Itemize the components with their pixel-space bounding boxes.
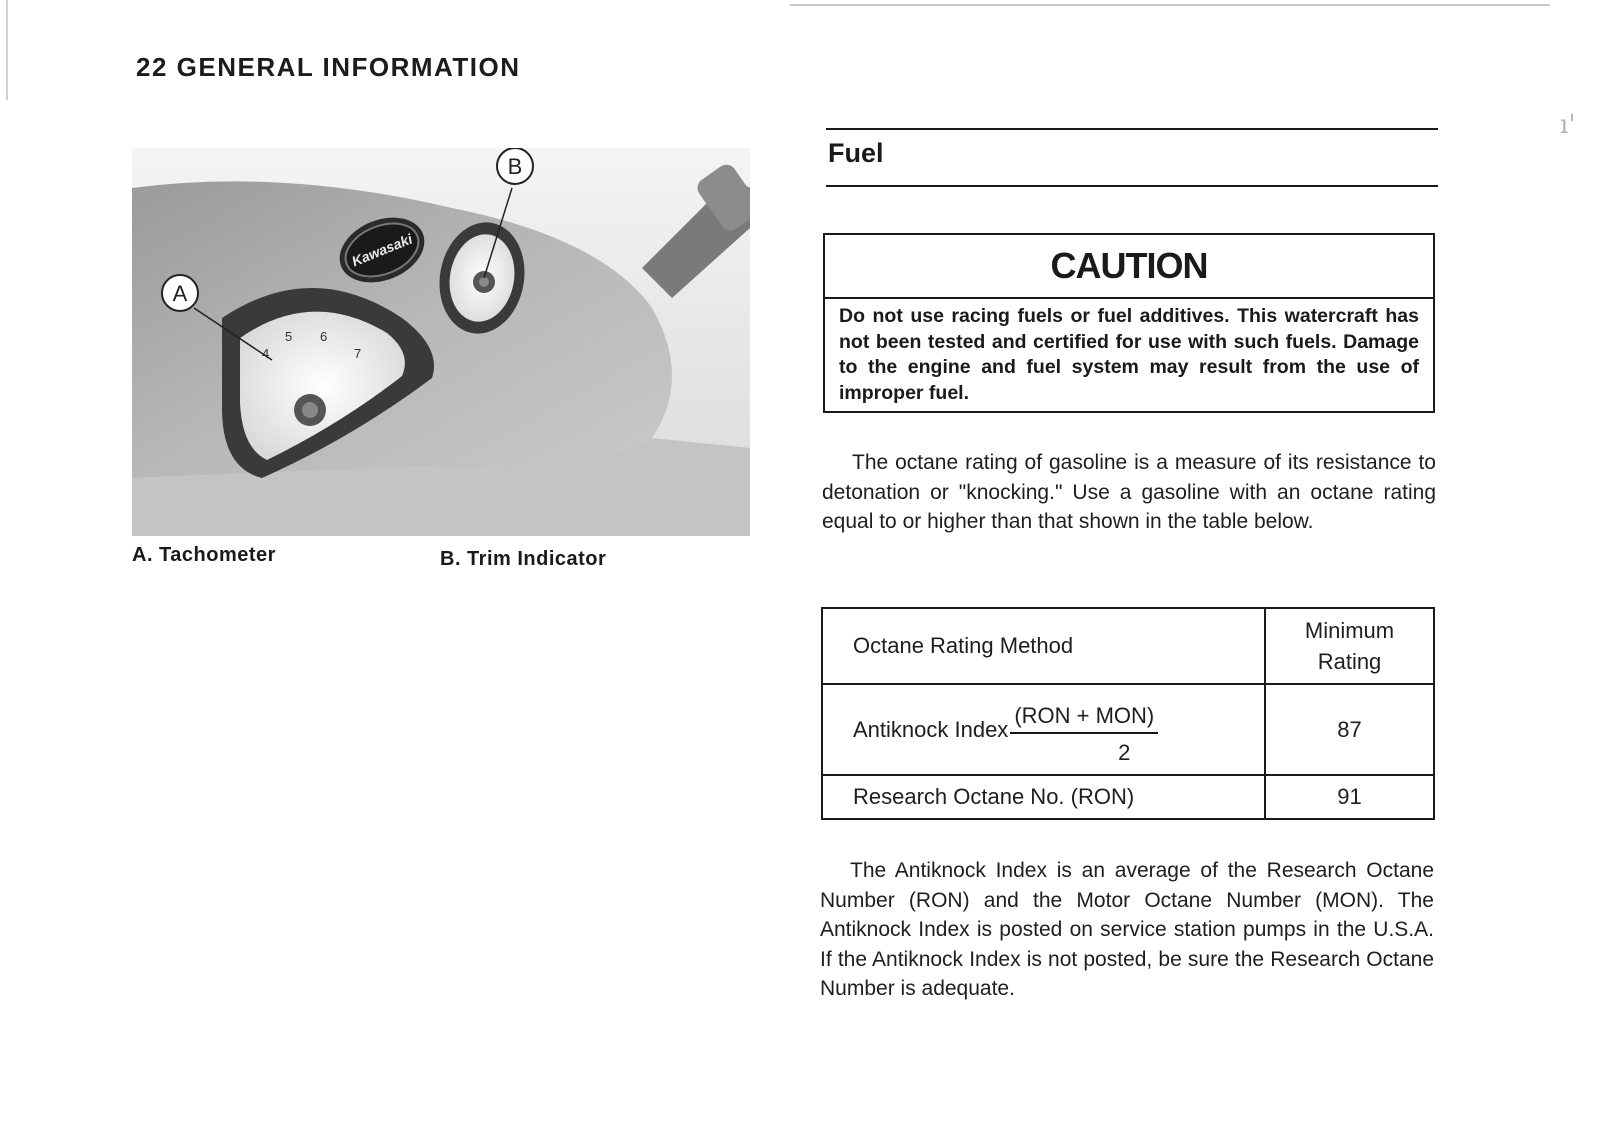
section-rule-bottom	[826, 185, 1438, 187]
caution-text: Do not use racing fuels or fuel additives. This watercraft has not been tested and certified for use with such fuels. Damage to the engine and fuel system may result from the use of improper fuel.	[839, 305, 1419, 404]
svg-text:B: B	[507, 154, 523, 179]
gauge-number: 6	[320, 329, 328, 344]
scan-edge-left	[6, 0, 8, 100]
caution-box	[823, 233, 1435, 413]
octane-rating-table	[821, 607, 1435, 820]
ron-value-cell: 91	[1265, 775, 1434, 819]
gauge-number: 5	[285, 329, 293, 344]
table-row	[822, 775, 1434, 819]
formula-denominator: 2	[1118, 740, 1131, 765]
header-minimum-line1: Minimum	[1304, 618, 1395, 643]
formula-numerator: (RON + MON)	[1010, 703, 1158, 734]
table-row	[822, 684, 1434, 775]
instrument-panel-illustration	[132, 148, 750, 536]
antiknock-value-cell: 87	[1265, 684, 1434, 775]
figure-caption-trim-indicator: B. Trim Indicator	[440, 548, 607, 570]
scan-artifact: ı'	[1560, 110, 1576, 140]
page-header: 22 GENERAL INFORMATION	[136, 52, 521, 82]
table-header-row	[822, 608, 1434, 684]
antiknock-index-cell	[822, 684, 1265, 775]
section-rule-top	[826, 128, 1438, 130]
badge-text: Kawasaki	[349, 230, 415, 270]
ron-label-cell: Research Octane No. (RON)	[822, 775, 1265, 819]
callout-a	[162, 275, 198, 311]
header-method-cell: Octane Rating Method	[822, 608, 1265, 684]
figure-caption-tachometer: A. Tachometer	[132, 544, 276, 566]
header-minimum-cell	[1265, 608, 1434, 684]
gauge-number: 4	[262, 346, 270, 361]
antiknock-label: Antiknock Index	[853, 716, 1009, 742]
header-minimum-line2: Rating	[1317, 649, 1382, 674]
octane-intro-paragraph: The octane rating of gasoline is a measure of its resistance to detonation or "knocking." Use a gasoline with an octane rating equal to or higher than that shown in the table below.	[822, 451, 1436, 533]
instrument-panel-photo	[132, 148, 750, 536]
svg-text:A: A	[172, 281, 188, 306]
antiknock-explanation-paragraph: The Antiknock Index is an average of the Research Octane Number (RON) and the Motor Octane Number (MON). The Antiknock Index is posted on service station pumps in the U.S.A. If the Antiknock Index is not posted, be sure the Research Octane Number is adequate.	[820, 859, 1434, 1000]
gauge-number: 7	[354, 346, 362, 361]
scan-edge-top	[790, 4, 1550, 6]
section-title: Fuel	[828, 138, 884, 168]
callout-b	[497, 148, 533, 184]
caution-heading: CAUTION	[825, 235, 1433, 299]
antiknock-formula	[1010, 703, 1158, 765]
